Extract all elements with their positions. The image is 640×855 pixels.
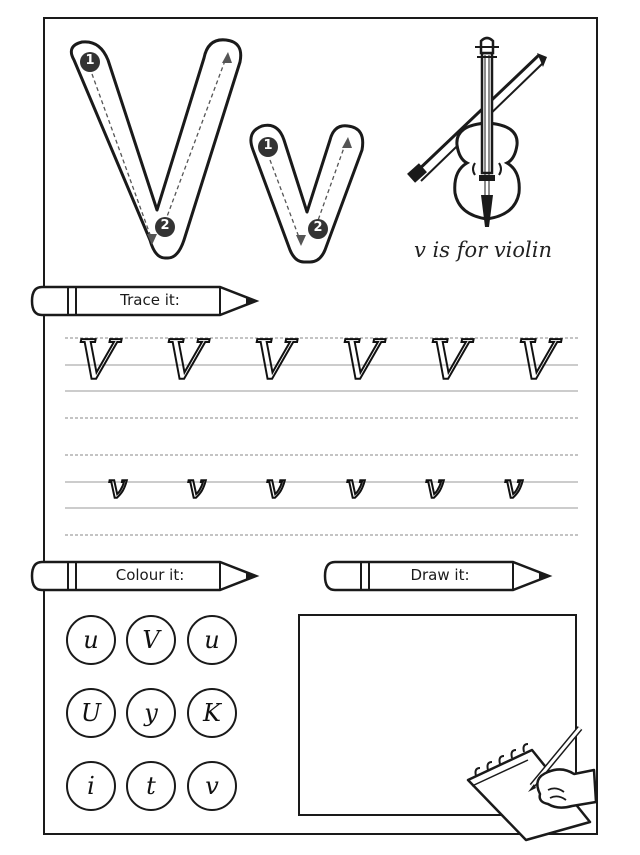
trace-lowercase-v: v (187, 467, 207, 507)
trace-uppercase-v: V (166, 329, 205, 392)
colour-circle[interactable]: u (187, 615, 237, 665)
colour-circle[interactable]: i (66, 761, 116, 811)
trace-uppercase-v: V (342, 329, 381, 392)
trace-uppercase-v: V (430, 329, 469, 392)
stroke-number-1: 1 (85, 53, 95, 68)
caption-v-is-for-violin: v is for violin (413, 238, 553, 262)
draw-it-label: Draw it: (410, 566, 470, 584)
trace-uppercase-v: V (254, 329, 293, 392)
colour-circle[interactable]: t (126, 761, 176, 811)
trace-lowercase-v: v (346, 467, 366, 507)
colour-circle[interactable]: v (187, 761, 237, 811)
trace-lowercase-v: v (425, 467, 445, 507)
trace-lowercase-v: v (504, 467, 524, 507)
trace-lowercase-v: v (108, 467, 128, 507)
colour-it-label: Colour it: (115, 566, 185, 584)
colour-circle[interactable]: U (66, 688, 116, 738)
colour-circle[interactable]: V (126, 615, 176, 665)
trace-uppercase-v: V (518, 329, 557, 392)
trace-uppercase-v: V (78, 329, 117, 392)
stroke-number-1-small: 1 (263, 138, 273, 153)
stroke-number-2-small: 2 (313, 220, 323, 235)
hand-writing-icon (462, 722, 602, 842)
colour-circle[interactable]: y (126, 688, 176, 738)
colour-circle[interactable]: K (187, 688, 237, 738)
trace-it-label: Trace it: (120, 291, 180, 309)
colour-circle[interactable]: u (66, 615, 116, 665)
trace-lowercase-v: v (266, 467, 286, 507)
stroke-number-2: 2 (160, 218, 170, 233)
